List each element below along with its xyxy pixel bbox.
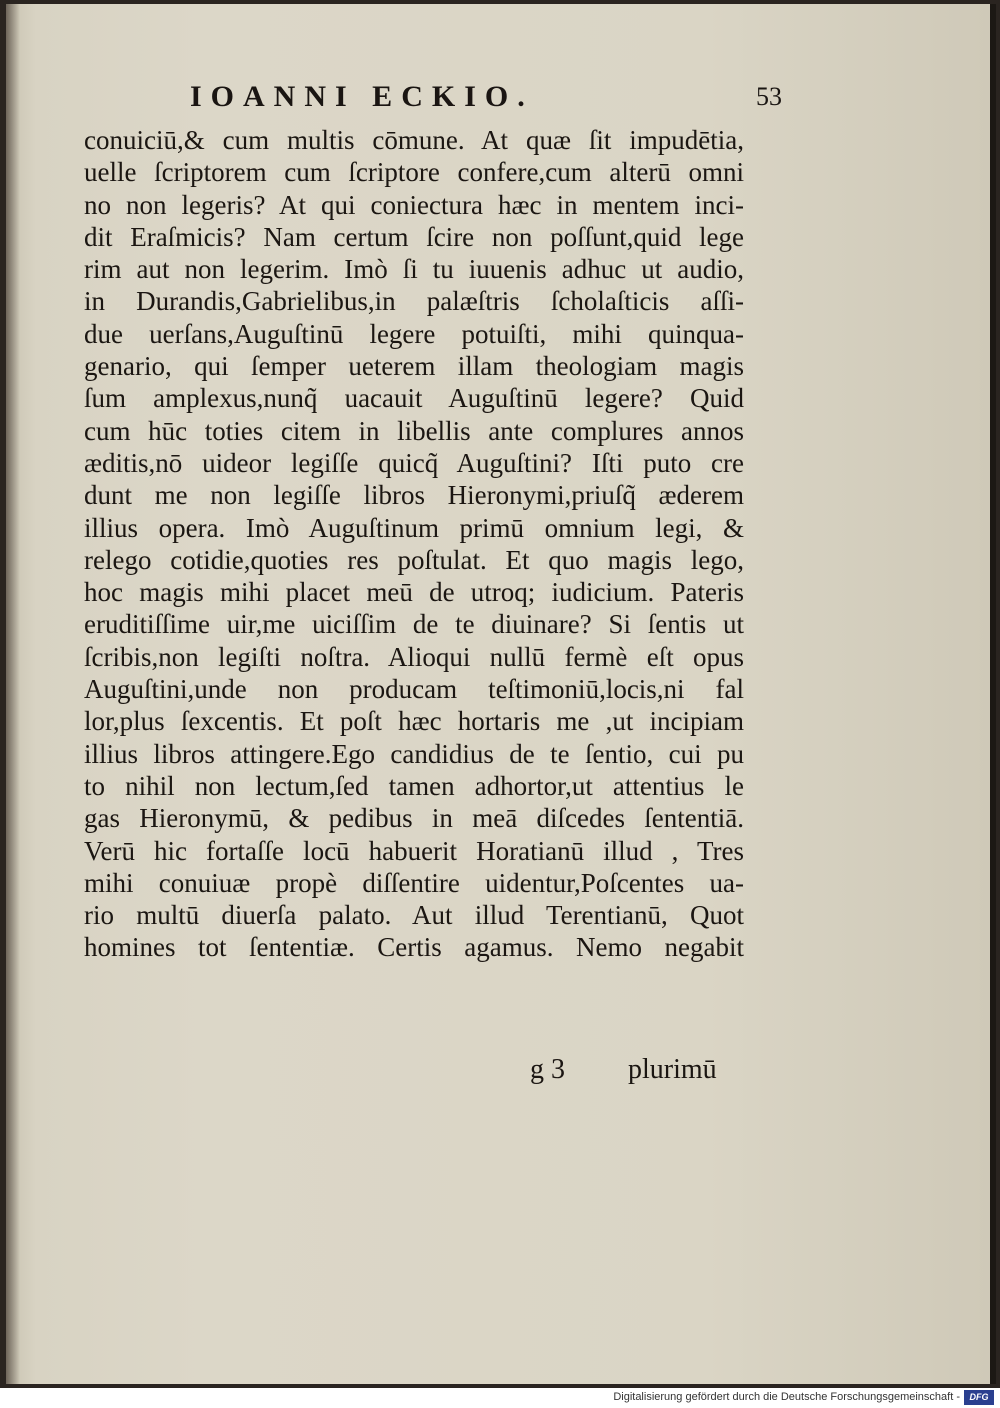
footer-bar <box>0 1388 1000 1408</box>
text-line: mihi conuiuæ propè diſſentire uidentur,Poſcentes ua- <box>84 867 744 898</box>
spine-shadow <box>6 4 20 1384</box>
text-line: in Durandis,Gabrielibus,in palæſtris ſcholaſticis aſſi- <box>84 286 744 317</box>
text-line: rio multū diuerſa palato. Aut illud Terentianū, Quot <box>84 900 744 931</box>
text-line: no non legeris? At qui coniectura hæc in mentem inci- <box>84 189 744 220</box>
text-line: Auguſtini,unde non producam teſtimoniū,locis,ni fal <box>84 674 744 705</box>
text-line: to nihil non lectum,ſed tamen adhortor,ut attentius le <box>84 770 744 801</box>
signature-mark: g 3 <box>530 1054 565 1085</box>
text-line: rim aut non legerim. Imò ſi tu iuuenis adhuc ut audio, <box>84 254 744 285</box>
text-line: uelle ſcriptorem cum ſcriptore confere,cum alterū omni <box>84 157 744 188</box>
text-line: genario, qui ſemper ueterem illam theologiam magis <box>84 351 744 382</box>
text-line: ſcribis,non legiſti noſtra. Alioqui nullū fermè eſt opus <box>84 641 744 672</box>
text-line: æditis,nō uideor legiſſe quicq̃ Auguſtini? Iſti puto cre <box>84 447 744 478</box>
dfg-logo-icon: DFG <box>964 1390 994 1405</box>
text-line: lor,plus ſexcentis. Et poſt hæc hortaris me ,ut incipiam <box>84 706 744 737</box>
text-line: homines tot ſententiæ. Certis agamus. Nemo negabit <box>84 932 744 963</box>
text-line: illius libros attingere.Ego candidius de te ſentio, cui pu <box>84 738 744 769</box>
page-header <box>190 80 790 120</box>
text-line: conuiciū,& cum multis cōmune. At quæ ſit impudētia, <box>84 125 744 155</box>
text-line: dit Eraſmicis? Nam certum ſcire non poſſunt,quid lege <box>84 221 744 252</box>
text-line: due uerſans,Auguſtinū legere potuiſti, mihi quinqua- <box>84 318 744 349</box>
text-line: eruditiſſime uir,me uiciſſim de te diuinare? Si ſentis ut <box>84 609 744 640</box>
catchword: plurimū <box>628 1054 717 1085</box>
text-line: cum hūc toties citem in libellis ante complures annos <box>84 415 744 446</box>
text-line: hoc magis mihi placet meū de utroq; iudicium. Pateris <box>84 577 744 608</box>
text-block <box>84 124 744 964</box>
text-line: gas Hieronymū, & pedibus in meā diſcedes ſententiā. <box>84 803 744 834</box>
text-line: dunt me non legiſſe libros Hieronymi,priuſq̃ æderem <box>84 480 744 511</box>
text-line: Verū hic fortaſſe locū habuerit Horatianū illud , Tres <box>84 835 744 866</box>
text-line: illius opera. Imò Auguſtinum primū omnium legi, & <box>84 512 744 543</box>
funding-note: Digitalisierung gefördert durch die Deutsche Forschungsgemeinschaft - <box>613 1391 960 1403</box>
running-head: IOANNI ECKIO. <box>190 80 534 113</box>
text-line: ſum amplexus,nunq̃ uacauit Auguſtinū legere? Quid <box>84 383 744 414</box>
text-line: relego cotidie,quoties res poſtulat. Et quo magis lego, <box>84 544 744 575</box>
folio-number: 53 <box>756 82 782 111</box>
